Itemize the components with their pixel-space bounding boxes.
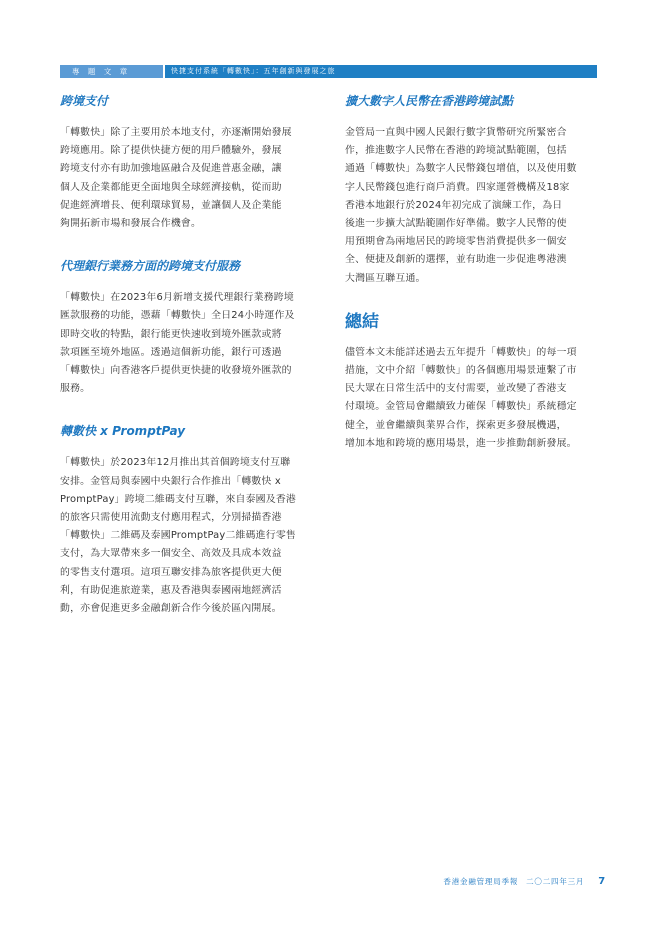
text-line: 的零售支付選項。這項互聯安排為旅客提供更大便 [60, 566, 282, 578]
text-line: 作，推進數字人民幣在香港的跨境試點範圍，包括 [345, 145, 567, 157]
text-line: 「轉數快」於2023年12月推出其首個跨境支付互聯 [60, 457, 291, 469]
text-line: 個人及企業都能更全面地與全球經濟接軌，從而助 [60, 181, 282, 193]
text-line: 利，有助促進旅遊業，惠及香港與泰國兩地經濟活 [60, 584, 282, 596]
page-footer [443, 876, 606, 887]
left-column [60, 92, 318, 618]
section-heading-promptpay: 轉數快 x PromptPay [60, 424, 186, 439]
text-line: 全、便捷及創新的選擇，並有助進一步促進粵港澳 [345, 254, 567, 266]
text-line: 動，亦會促進更多金融創新合作今後於區內開展。 [60, 603, 282, 615]
text-line: 增加本地和跨境的應用場景，進一步推動創新發展。 [345, 437, 577, 449]
article-title: 快捷支付系統「轉數快」：五年創新與發展之旅 [165, 65, 597, 78]
section-heading-conclusion: 總結 [345, 311, 379, 332]
right-column [345, 92, 600, 453]
text-line: 跨境支付亦有助加強地區融合及促進普惠金融，讓 [60, 163, 282, 175]
text-line: PromptPay」跨境二維碼支付互聯，來自泰國及香港 [60, 493, 296, 505]
article-header [60, 65, 597, 78]
text-line: 「轉數快」在2023年6月新增支援代理銀行業務跨境 [60, 292, 294, 304]
text-line: 安排。金管局與泰國中央銀行合作推出「轉數快 x [60, 475, 281, 487]
text-line: 通過「轉數快」為數字人民幣錢包增值，以及使用數 [345, 163, 577, 175]
text-line: 健全，並會繼續與業界合作，探索更多發展機遇， [345, 419, 567, 431]
text-line: 儘管本文未能詳述過去五年提升「轉數快」的每一項 [345, 346, 577, 358]
text-line: 香港本地銀行於2024年初完成了演練工作，為日 [345, 199, 563, 211]
text-line: 「轉數快」除了主要用於本地支付，亦逐漸開始發展 [60, 127, 292, 138]
text-line: 字人民幣錢包進行商戶消費。四家運營機構及18家 [345, 181, 570, 193]
text-line: 跨境應用。除了提供快捷方便的用戶體驗外，發展 [60, 145, 282, 157]
text-line: 款項匯至境外地區。透過這個新功能，銀行可透過 [60, 346, 282, 358]
paragraph-cross-border [60, 124, 318, 233]
text-line: 「轉數快」二維碼及泰國PromptPay二維碼進行零售 [60, 530, 296, 542]
text-line: 用預期會為兩地居民的跨境零售消費提供多一個安 [345, 236, 567, 248]
section-label: 專 題 文 章 [60, 65, 163, 78]
text-line: 匯款服務的功能，憑藉「轉數快」全日24小時運作及 [60, 310, 295, 322]
section-heading-cross-border: 跨境支付 [60, 94, 109, 108]
publication-date: 二〇二四年三月 [526, 877, 585, 886]
page-number: 7 [598, 876, 606, 887]
paragraph-promptpay [60, 454, 318, 618]
text-line: 促進經濟增長、便利環球貿易，並讓個人及企業能 [60, 199, 282, 211]
text-line: 措施，文中介紹「轉數快」的各個應用場景連繫了市 [345, 365, 577, 377]
text-line: 支付，為大眾帶來多一個安全、高效及具成本效益 [60, 548, 282, 560]
section-heading-e-cny: 擴大數字人民幣在香港跨境試點 [345, 94, 514, 108]
text-line: 金管局一直與中國人民銀行數字貨幣研究所緊密合 [345, 127, 567, 138]
paragraph-correspondent-banking [60, 289, 318, 398]
paragraph-e-cny [345, 124, 600, 288]
text-line: 服務。 [60, 383, 91, 395]
publication-name: 香港金融管理局季報 [443, 877, 519, 886]
text-line: 大灣區互聯互通。 [345, 272, 426, 284]
paragraph-conclusion [345, 344, 600, 453]
section-heading-correspondent-banking: 代理銀行業務方面的跨境支付服務 [60, 259, 241, 274]
text-line: 後進一步擴大試點範圍作好準備。數字人民幣的使 [345, 218, 567, 230]
text-line: 的旅客只需使用流動支付應用程式，分別掃描香港 [60, 512, 282, 524]
text-line: 「轉數快」向香港客戶提供更快捷的收發境外匯款的 [60, 365, 292, 377]
text-line: 民大眾在日常生活中的支付需要，並改變了香港支 [345, 383, 567, 395]
text-line: 夠開拓新市場和發展合作機會。 [60, 218, 202, 230]
text-line: 付環境。金管局會繼續致力確保「轉數快」系統穩定 [345, 401, 577, 413]
text-line: 即時交收的特點，銀行能更快速收到境外匯款或將 [60, 328, 282, 340]
